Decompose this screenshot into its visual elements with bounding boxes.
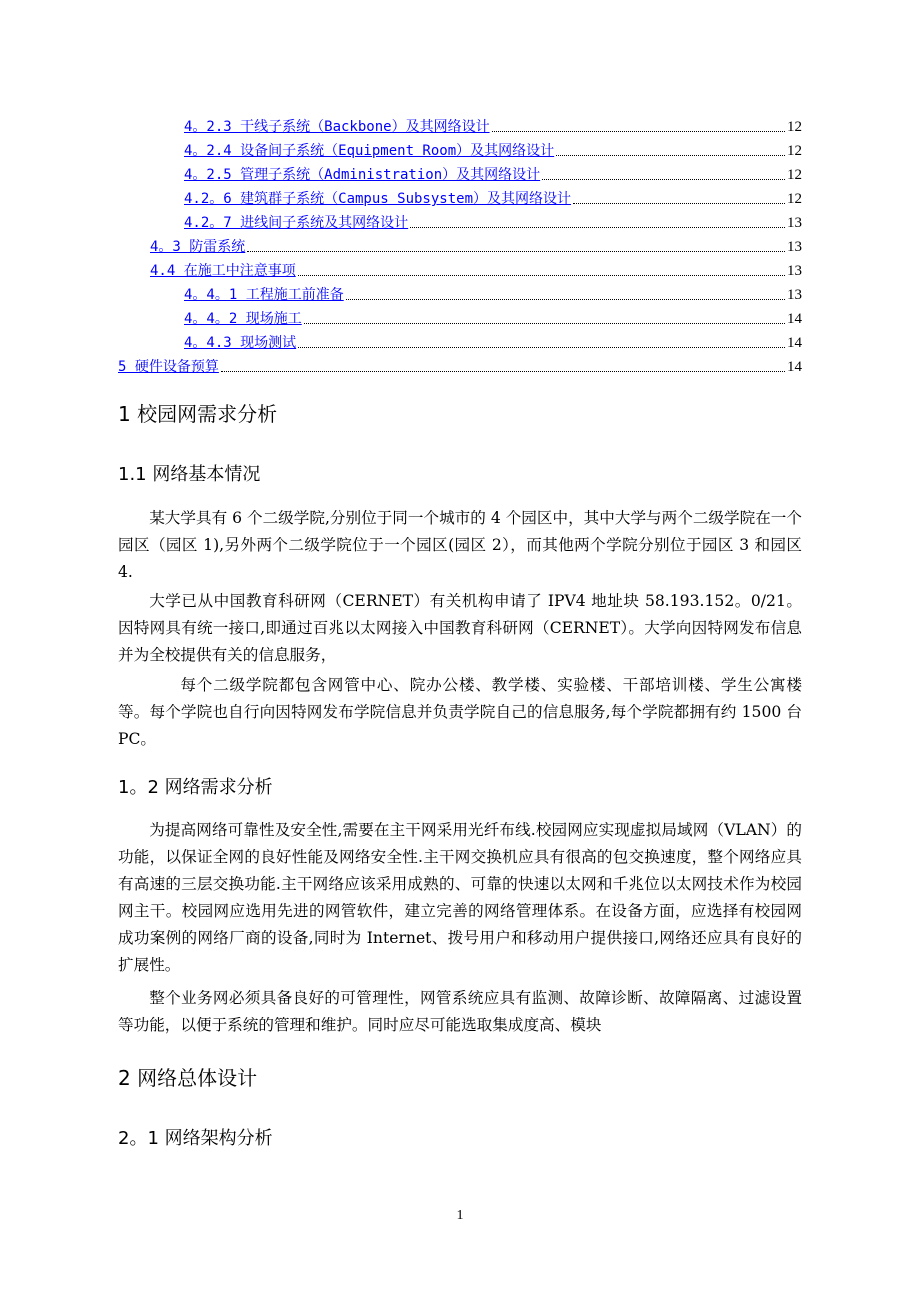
paragraph: 大学已从中国教育科研网（CERNET）有关机构申请了 IPV4 地址块 58.193.152。0/21。因特网具有统一接口,即通过百兆以太网接入中国教育科研网（CERNET）。大学向因特网发布信息并为全校提供有关的信息服务， — [118, 592, 802, 664]
toc-entry[interactable] — [118, 112, 802, 136]
paragraph: 整个业务网必须具备良好的可管理性，网管系统应具有监测、故障诊断、故障隔离、过滤设置等功能，以便于系统的管理和维护。同时应尽可能选取集成度高、模块 — [118, 989, 802, 1034]
toc-leader-dots — [304, 322, 785, 324]
toc-entry[interactable] — [118, 184, 802, 208]
toc-entry[interactable] — [118, 328, 802, 352]
toc-entry-page: 13 — [787, 239, 802, 255]
toc-entry-page: 12 — [787, 191, 802, 207]
toc-entry-title[interactable]: 4.2。6 建筑群子系统（Campus Subsystem）及其网络设计 — [184, 191, 572, 207]
toc-entry[interactable] — [118, 280, 802, 304]
toc-entry[interactable] — [118, 304, 802, 328]
toc-entry[interactable] — [118, 256, 802, 280]
toc-leader-dots — [298, 346, 785, 348]
page-number: 1 — [456, 1208, 464, 1223]
toc-entry-page: 12 — [787, 143, 802, 159]
toc-entry-page: 13 — [787, 287, 802, 303]
toc-leader-dots — [298, 274, 785, 276]
toc-entry[interactable] — [118, 232, 802, 256]
toc-entry-title[interactable]: 4。3 防雷系统 — [150, 239, 246, 255]
toc-entry[interactable] — [118, 208, 802, 232]
subsection-heading: 1。2 网络需求分析 — [118, 777, 273, 798]
section-heading: 2 网络总体设计 — [118, 1066, 258, 1090]
subsection-heading: 2。1 网络架构分析 — [118, 1128, 273, 1149]
toc-entry-title[interactable]: 4。2.3 干线子系统（Backbone）及其网络设计 — [184, 119, 490, 135]
toc-leader-dots — [221, 370, 785, 372]
toc-leader-dots — [346, 298, 785, 300]
toc-entry-page: 12 — [787, 119, 802, 135]
toc-entry-title[interactable]: 4.2。7 进线间子系统及其网络设计 — [184, 215, 409, 231]
toc-entry-page: 13 — [787, 263, 802, 279]
toc-entry-title[interactable]: 4.4 在施工中注意事项 — [150, 263, 296, 279]
toc-entry[interactable] — [118, 136, 802, 160]
toc-leader-dots — [247, 250, 785, 252]
paragraph: 每个二级学院都包含网管中心、院办公楼、教学楼、实验楼、干部培训楼、学生公寓楼等。每个学院也自行向因特网发布学院信息并负责学院自己的信息服务,每个学院都拥有约 1500 台 PC。 — [118, 676, 802, 748]
toc-leader-dots — [492, 130, 785, 132]
toc-entry-page: 14 — [787, 335, 802, 351]
table-of-contents — [118, 112, 802, 376]
subsection-heading: 1.1 网络基本情况 — [118, 464, 261, 485]
paragraph: 为提高网络可靠性及安全性,需要在主干网采用光纤布线.校园网应实现虚拟局域网（VLAN）的功能，以保证全网的良好性能及网络安全性.主干网交换机应具有很高的包交换速度，整个网络应具有高速的三层交换功能.主干网络应该采用成熟的、可靠的快速以太网和千兆位以太网技术作为校园网主干。校园网应选用先进的网管软件，建立完善的网络管理体系。在设备方面，应选择有校园网成功案例的网络厂商的设备,同时为 Internet、拨号用户和移动用户提供接口,网络还应具有良好的扩展性。 — [118, 821, 802, 974]
toc-entry-title[interactable]: 5 硬件设备预算 — [118, 359, 219, 375]
toc-leader-dots — [542, 178, 785, 180]
toc-entry-title[interactable]: 4。2.5 管理子系统（Administration）及其网络设计 — [184, 167, 541, 183]
toc-entry-page: 14 — [787, 359, 802, 375]
toc-leader-dots — [573, 202, 785, 204]
toc-entry-page: 13 — [787, 215, 802, 231]
toc-entry[interactable] — [118, 352, 802, 376]
toc-entry-title[interactable]: 4。4.3 现场测试 — [184, 335, 297, 351]
toc-entry-title[interactable]: 4。4。1 工程施工前准备 — [184, 287, 344, 303]
toc-entry-page: 14 — [787, 311, 802, 327]
toc-entry[interactable] — [118, 160, 802, 184]
toc-leader-dots — [556, 154, 785, 156]
toc-leader-dots — [410, 226, 785, 228]
toc-entry-title[interactable]: 4。2.4 设备间子系统（Equipment Room）及其网络设计 — [184, 143, 555, 159]
toc-entry-title[interactable]: 4。4。2 现场施工 — [184, 311, 302, 327]
paragraph: 某大学具有 6 个二级学院,分别位于同一个城市的 4 个园区中，其中大学与两个二级学院在一个园区（园区 1),另外两个二级学院位于一个园区(园区 2），而其他两个学院分别位于园区 3 和园区 4. — [118, 509, 802, 581]
section-heading: 1 校园网需求分析 — [118, 402, 278, 426]
toc-entry-page: 12 — [787, 167, 802, 183]
